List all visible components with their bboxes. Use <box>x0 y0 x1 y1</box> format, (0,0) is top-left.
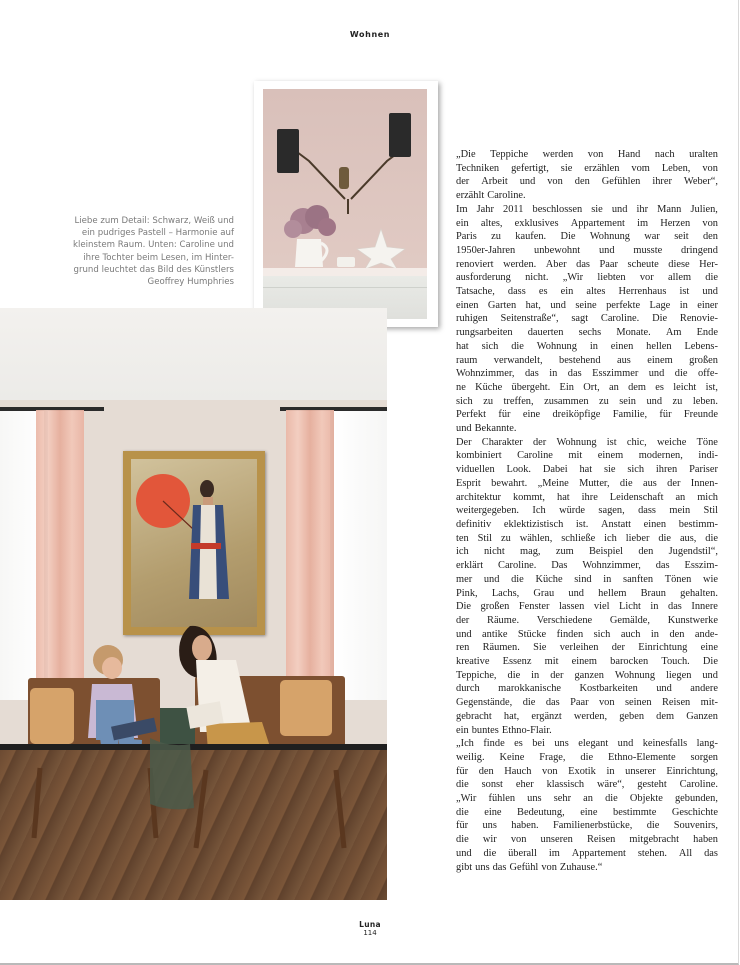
text-line: und antike Stücke finden sich auch in den ande- <box>456 628 718 640</box>
caption-line: Liebe zum Detail: Schwarz, Weiß und <box>74 216 234 226</box>
caption-line: ein pudriges Pastell – Harmonie auf <box>81 228 234 239</box>
text-line: durch marokkanische Kostbarkeiten und andere <box>456 683 718 695</box>
section-title: Wohnen <box>349 30 391 39</box>
text-line: Wohnzimmer, das in das Esszimmer und die offe- <box>456 368 718 380</box>
text-line: Gegenstände, die das Paar von seinen Reisen mit- <box>456 697 718 709</box>
text-line: ten Stil zu wählen, schließe ich lieber die aus, die <box>456 532 718 544</box>
article-body <box>456 148 718 874</box>
caption-line: kleinstem Raum. Unten: Caroline und <box>73 240 234 251</box>
text-line: ren Räumen. Sie verleihen der Einrichtung eine <box>456 642 718 654</box>
shelf <box>263 268 427 276</box>
text-line: mer und die Küche sind in sanften Tönen wie <box>456 573 718 585</box>
text-line: einen Garten hat, und seine perfekte Lage in einer <box>456 299 718 311</box>
text-line: „Wir fühlen uns sehr an die Objekte gebunden, <box>456 793 718 805</box>
text-line: rungsarbeiten dauerten sechs Monate. Am Ende <box>456 327 718 339</box>
photo-caption <box>30 215 234 288</box>
text-line: Perfekt für eine dreiköpfige Familie, für Freunde <box>456 409 718 421</box>
text-line: ich nicht mag, zum Beispiel den Jugendstil“, <box>456 546 718 558</box>
text-line: erklärt Caroline. Das Wohnzimmer, das Esszim- <box>456 560 718 572</box>
page-number: 114 <box>363 929 377 937</box>
wall-tile-line <box>263 287 427 288</box>
text-line: raum verwandelt, bestehend aus einem großen <box>456 354 718 366</box>
photo-wall-lamp-image <box>263 89 427 319</box>
caption-line: Geoffrey Humphries <box>147 277 234 288</box>
text-line: die eine Bedeutung, eine bestimmte Geschichte <box>456 806 718 818</box>
text-line: Esprit bewahrt. „Meine Mutter, die aus der Innen- <box>456 477 718 489</box>
text-line: 1950er-Jahren unbewohnt und musste dringend <box>456 244 718 256</box>
chair-legs-illustration <box>0 308 387 900</box>
page-footer <box>0 920 740 938</box>
text-line: definitiv eklektizistisch ist. Anstatt einen bestimm- <box>456 518 718 530</box>
text-line: weilig. Keine Frage, die Ethno-Elemente sorgen <box>456 751 718 763</box>
text-line: ausforderung nicht. „Wir liebten vor allem die <box>456 272 718 284</box>
text-line: und die überall im Appartement stehen. All das <box>456 847 718 859</box>
text-line: für den Hauch von Exotik in unserer Einrichtung, <box>456 765 718 777</box>
text-line: weitergegeben. Ich würde sagen, dass mein Stil <box>456 505 718 517</box>
text-line: viduellen Look. Dabei hat sie sich ihren Pariser <box>456 464 718 476</box>
text-line: der Räume. Verschiedene Gemälde, Kunstwerke <box>456 614 718 626</box>
text-line: Tatsache, dass es ein altes Herrenhaus ist und <box>456 286 718 298</box>
text-line: „Die Teppiche werden von Hand nach uralten <box>456 149 718 160</box>
text-line: erzählt Caroline. <box>456 190 526 202</box>
text-line: gebracht hat, ergänzt werden, geben dem Ganzen <box>456 710 718 722</box>
photo-living-room <box>0 308 387 900</box>
text-line: und Bekannte. <box>456 423 517 435</box>
text-line: die wir von unseren Reisen mitgebracht haben <box>456 834 718 846</box>
text-line: kreative Essenz mit einem barocken Touch. Die <box>456 656 718 668</box>
text-line: Techniken gefertigt, sie erzählen vom Leben, von <box>456 162 718 174</box>
text-line: hat sich die Wohnung in einen hellen Lebens- <box>456 340 718 352</box>
text-line: für uns haben. Familienerbstücke, die Souvenirs, <box>456 820 718 832</box>
text-line: gibt uns das Gefühl von Zuhause.“ <box>456 861 603 873</box>
text-line: Der Charakter der Wohnung ist chic, weiche Töne <box>456 436 718 448</box>
text-line: renoviert werden. Aber das Paar scheute diese Her- <box>456 258 718 270</box>
photo-wall-lamp <box>254 81 438 327</box>
text-line: die sonst eher klassisch wäre“, gesteht Caroline. <box>456 779 718 791</box>
text-line: sich zu treffen, zusammen zu sein und zu leben. <box>456 395 718 407</box>
caption-line: ihre Tochter beim Lesen, im Hinter- <box>83 252 234 263</box>
caption-line: grund leuchtet das Bild des Künstlers <box>73 264 234 275</box>
text-line: Pink, Lachs, Grau und hellem Braun gehalten. <box>456 587 718 599</box>
text-line: ne Küche übergeht. Ein Ort, an dem es leicht ist, <box>456 381 718 393</box>
text-line: ruhigen Seitenstraße“, sagt Caroline. Die Renovie- <box>456 313 718 325</box>
text-line: Im Jahr 2011 beschlossen sie und ihr Mann Julien, <box>456 203 718 215</box>
text-line: Teppiche, die in der ganzen Wohnung liegen und <box>456 669 718 681</box>
text-line: ein buntes Ethno-Flair. <box>456 724 552 736</box>
text-line: ein altes, exklusives Appartement im Herzen von <box>456 217 718 229</box>
text-line: der Arbeit und von den Gefühlen ihrer Weber“, <box>456 176 718 188</box>
text-line: architektur kommt, hat ihre Leidenschaft an mich <box>456 491 718 503</box>
text-line: „Ich finde es bei uns elegant und keinesfalls lang- <box>456 738 718 750</box>
text-line: Paris zu kaufen. Die Wohnung war seit den <box>456 231 718 243</box>
text-line: Die großen Fenster lassen viel Licht in das Innere <box>456 601 718 613</box>
text-line: kombiniert Caroline mit einem modernen, indi- <box>456 450 718 462</box>
magazine-brand: Luna <box>359 920 381 929</box>
